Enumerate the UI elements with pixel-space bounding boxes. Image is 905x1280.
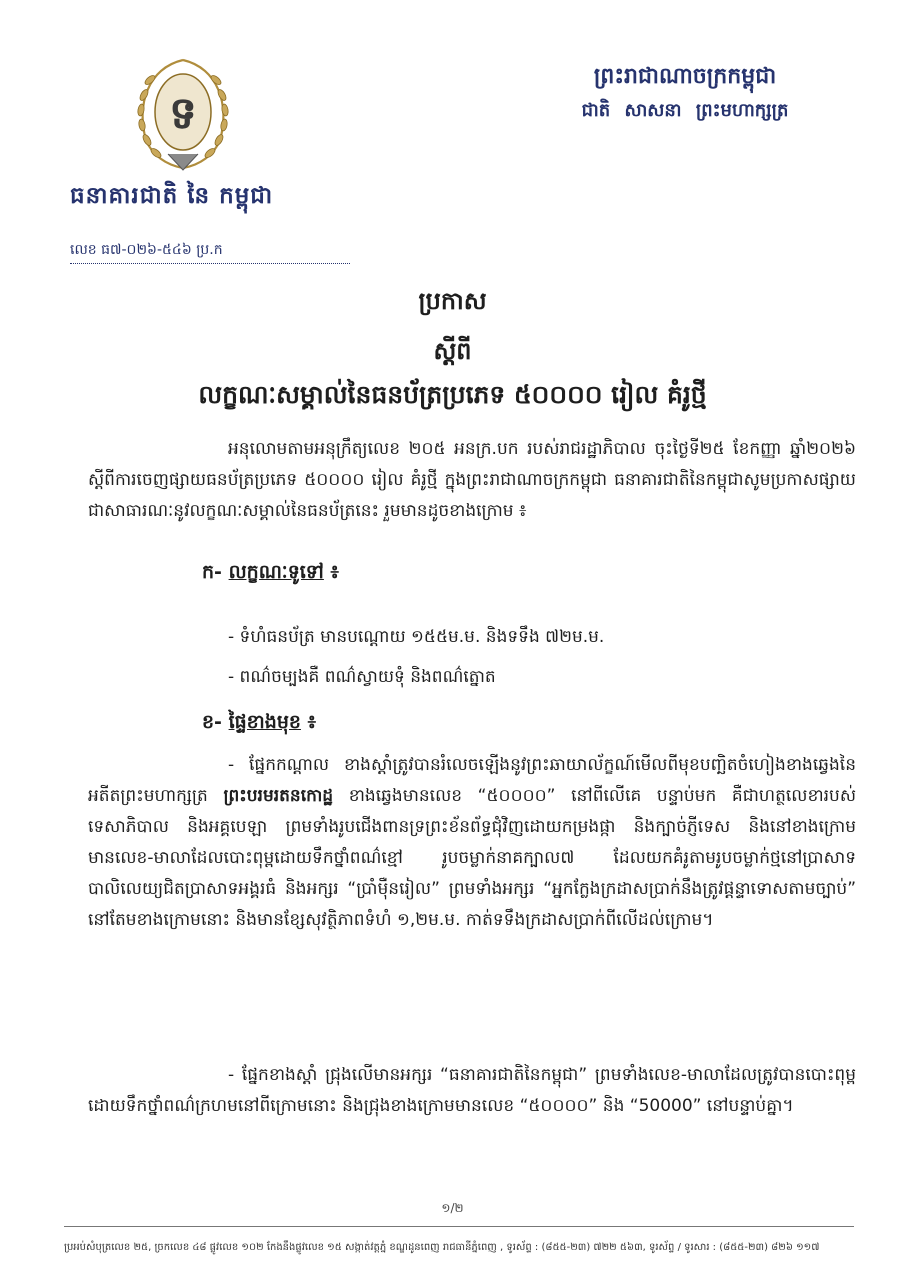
bank-emblem-logo bbox=[128, 50, 238, 180]
section-a-title: លក្ខណៈទូទៅ bbox=[228, 561, 324, 583]
section-b-paragraph-2: - ផ្នែកខាងស្ដាំ ជ្រុងលើមានអក្សរ “ធនាគារជាតិនៃកម្ពុជា” ព្រមទាំងលេខ-មាលាដែលត្រូវបានបោះពុម្ពដោយទឹកថ្នាំពណ៌ក្រហមនៅពីក្រោមនោះ និងជ្រុងខាងក្រោមមានលេខ “៥០០០០” និង “50000” នៅបន្ទាប់គ្នា។ bbox=[88, 1065, 856, 1116]
footer-address: ប្រអប់សំបុត្រលេខ ២៥, ច្រកលេខ ៤៨ ផ្លូវលេខ ១០២ កែងនឹងផ្លូវលេខ ១៥ សង្កាត់វត្តភ្នំ ខណ្ឌដូនពេញ រាជធានីភ្នំពេញ , ទូរស័ព្ទ : (៨៥៥-២៣) ៧២២ ៥៦៣, ទូរស័ព្ទ / ទូរសារ : (៨៥៥-២៣) ៨២៦ ១១៧ bbox=[64, 1242, 820, 1253]
document-about: ស្ដីពី bbox=[433, 337, 472, 365]
intro-paragraph: អនុលោមតាមអនុក្រឹត្យលេខ ២០៥ អនក្រ.បក របស់រាជរដ្ឋាភិបាល ចុះថ្ងៃទី២៥ ខែកញ្ញា ឆ្នាំ២០២៦ ស្ដីពីការចេញផ្សាយធនប័ត្រប្រភេទ ៥០០០០ រៀល គំរូថ្មី ក្នុងព្រះរាជាណាចក្រកម្ពុជា ធនាគារជាតិនៃកម្ពុជាសូមប្រកាសផ្សាយជាសាធារណៈនូវលក្ខណៈសម្គាល់នៃធនប័ត្រនេះ រួមមានដូចខាងក្រោម ៖ bbox=[88, 439, 856, 521]
svg-text:ទ: ទ bbox=[169, 88, 197, 139]
document-type: ប្រកាស bbox=[418, 287, 487, 315]
footer-divider bbox=[64, 1226, 854, 1227]
reference-number: លេខ ធ៧-០២៦-៥៤៦ ប្រ.ក bbox=[70, 240, 350, 264]
national-motto: ជាតិ សាសនា ព្រះមហាក្សត្រ bbox=[581, 100, 789, 121]
section-b-paragraph-1: - ផ្នែកកណ្ដាល ខាងស្ដាំត្រូវបានរំលេចឡើងនូវព្រះឆាយាល័ក្ខណ៍មើលពីមុខបញ្ឆិតចំហៀងខាងឆ្វេងនៃអតីតព្រះមហាក្សត្រ ព្រះបរមរតនកោដ្ឋ ខាងឆ្វេងមានលេខ “៥០០០០” នៅពីលើគេ បន្ទាប់មក គឺជាហត្ថលេខារបស់ទេសាភិបាល និងអគ្គបេឡា ព្រមទាំងរូបជើងពានទ្រព្រះខ័នព័ទ្ធជុំវិញដោយកម្រងផ្កា និងក្បាច់ភ្ញីទេស និងនៅខាងក្រោមមានលេខ-មាលាដែលបោះពុម្ពដោយទឹកថ្នាំពណ៌ខ្មៅ រូបចម្លាក់នាគក្បាល៧ ដែលយកគំរូតាមរូបចម្លាក់ថ្មនៅប្រាសាទបាលិលេយ្យជិតប្រាសាទអង្គរធំ និងអក្សរ “ប្រាំម៉ឺនរៀល” ព្រមទាំងអក្សរ “អ្នកក្លែងក្រដាសប្រាក់នឹងត្រូវផ្ដន្ទាទោសតាមច្បាប់” នៅតែមខាងក្រោមនោះ និងមានខ្សែសុវត្ថិភាពទំហំ ១,២ម.ម. កាត់ទទឹងក្រដាសប្រាក់ពីលើដល់ក្រោម។ bbox=[88, 755, 857, 930]
king-name: ព្រះបរមរតនកោដ្ឋ bbox=[223, 786, 334, 806]
section-a-bullet: - ទំហំធនប័ត្រ មានបណ្ដោយ ១៥៥ម.ម. និងទទឹង ៧២ម.ម. bbox=[228, 627, 605, 647]
document-subject: លក្ខណៈសម្គាល់នៃធនប័ត្រប្រភេទ ៥០០០០ រៀល គំរូថ្មី bbox=[198, 380, 707, 409]
section-a-label: ក- bbox=[202, 561, 222, 583]
section-a-heading bbox=[202, 560, 339, 588]
section-a-bullet: - ពណ៌ចម្បងគឺ ពណ៌ស្វាយទុំ និងពណ៌ត្នោត bbox=[228, 667, 496, 687]
page-number: ១/២ bbox=[441, 1201, 464, 1215]
bank-name: ធនាគារជាតិ នៃ កម្ពុជា bbox=[70, 183, 274, 209]
section-b-suffix: ៖ bbox=[307, 711, 316, 733]
kingdom-title: ព្រះរាជាណាចក្រកម្ពុជា bbox=[593, 64, 777, 89]
section-b-title: ផ្ទៃខាងមុខ bbox=[228, 711, 301, 733]
section-b-heading bbox=[202, 710, 316, 738]
section-a-suffix: ៖ bbox=[330, 561, 339, 583]
section-b-label: ខ- bbox=[202, 711, 222, 733]
